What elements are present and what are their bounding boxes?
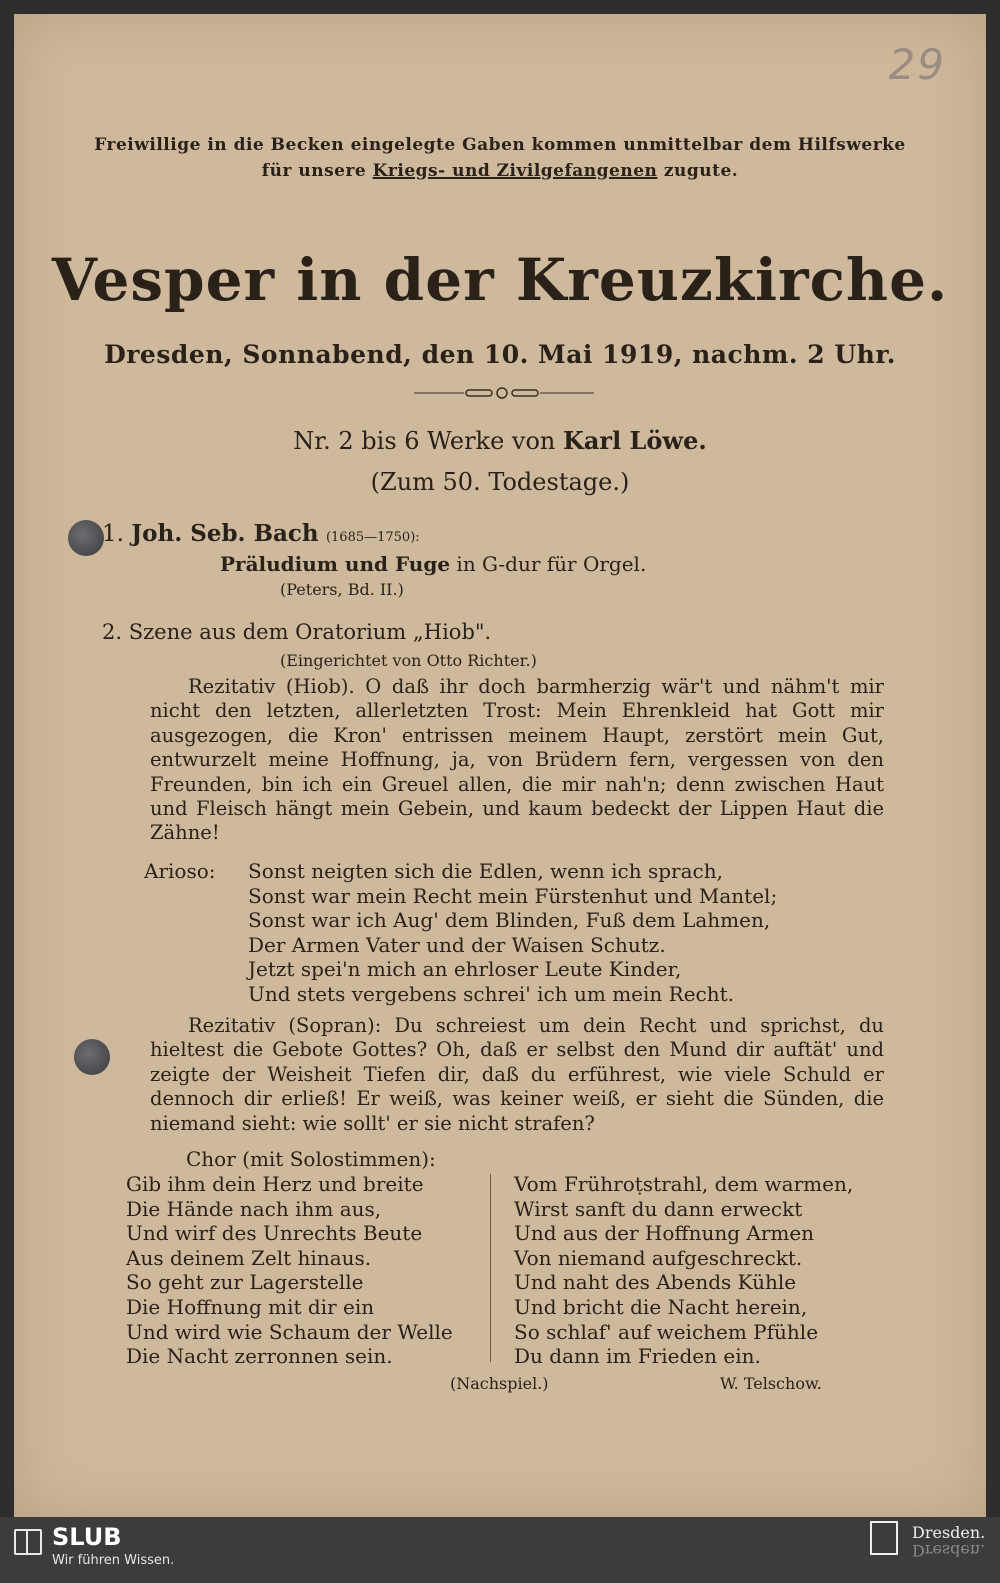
nachspiel: (Nachspiel.) <box>450 1374 549 1393</box>
chor-line: Von niemand aufgeschreckt. <box>514 1245 803 1270</box>
program-item-2: 2. Szene aus dem Oratorium „Hiob". <box>102 620 492 644</box>
works-pre: Nr. 2 bis 6 Werke von <box>293 427 564 455</box>
arioso-lines <box>248 859 777 1007</box>
notice-line-2-pre: für unsere <box>261 161 373 181</box>
rezitativ-hiob <box>150 675 884 846</box>
chor-line: Wirst sanft du dann erweckt <box>514 1196 803 1221</box>
item1-publisher: (Peters, Bd. II.) <box>280 580 404 599</box>
slub-logo[interactable]: SLUB <box>52 1523 122 1551</box>
arioso-line: Der Armen Vater und der Waisen Schutz. <box>248 932 666 957</box>
item1-work-rest: in G-dur für Orgel. <box>450 552 647 576</box>
chor-left-column <box>126 1172 453 1369</box>
item1-work-title: Präludium und Fuge <box>220 552 451 576</box>
dresden-logo-reflection: Dresden. <box>912 1541 986 1560</box>
ornament-divider <box>414 386 594 400</box>
item1-work <box>220 552 646 576</box>
notice-line-1: Freiwillige in die Becken eingelegte Gaben kommen unmittelbar dem Hilfswerke <box>94 135 906 155</box>
arioso-label: Arioso: <box>144 859 216 883</box>
chor-line: Und wird wie Schaum der Welle <box>126 1319 453 1344</box>
item2-arrangement: (Eingerichtet von Otto Richter.) <box>280 651 537 670</box>
rezitativ-hiob-text: Rezitativ (Hiob). O daß ihr doch barmherzig wär't und nähm't mir nicht den letzten, allerletzten Trost: Mein Ehrenkleid hat Gott mir ausgezogen, die Kron' entrissen meinem Haupt, zerstört mein Gut, entwurzelt meine Hoffnung, ja, von Brüdern fern, vergessen von den Freunden, bin ich ein Greuel allen, die mir nah'n; denn zwischen Haut und Fleisch hängt mein Gebein, und kaum bedeckt der Lippen Haut die Zähne! <box>150 675 884 845</box>
chor-line: Die Nacht zerronnen sein. <box>126 1344 393 1369</box>
item1-composer: Joh. Seb. Bach <box>131 520 319 547</box>
chor-line: Und naht des Abends Kühle <box>514 1270 797 1295</box>
footer-bar <box>0 1517 1000 1583</box>
pencil-mark: 29 <box>888 40 946 89</box>
arioso-line: Sonst war mein Recht mein Fürstenhut und Mantel; <box>248 883 778 908</box>
chor-line: Die Hände nach ihm aus, <box>126 1196 382 1221</box>
chor-line: Und wirf des Unrechts Beute <box>126 1221 423 1246</box>
arioso-line: Und stets vergebens schrei' ich um mein Recht. <box>248 981 735 1006</box>
slub-tagline: Wir führen Wissen. <box>52 1553 175 1568</box>
chor-right-column <box>514 1172 853 1369</box>
event-date: Dresden, Sonnabend, den 10. Mai 1919, nachm. 2 Uhr. <box>104 340 896 369</box>
notice-underlined: Kriegs- und Zivilgefangenen <box>372 161 658 181</box>
rezitativ-sopran-text: Rezitativ (Sopran): Du schreiest um dein Recht und sprichst, du hieltest die Gebote Gottes? Oh, daß er selbst den Mund dir auftät' und zeigte der Weisheit Tiefen dir, daß du erführest, wie viele Schuld er dennoch dir erließ! Er weiß, was keiner weiß, er sieht die Sünden, die niemand sieht: wie sollt' er sie nicht strafen? <box>150 1014 884 1135</box>
chor-line: Vom Frühroṭstrahl, dem warmen, <box>514 1172 854 1196</box>
program-item-1 <box>102 520 420 547</box>
works-composer: Karl Löwe. <box>563 426 707 455</box>
dresden-crest-icon <box>870 1521 898 1555</box>
chor-line: Und aus der Hoffnung Armen <box>514 1221 815 1246</box>
arioso-line: Sonst neigten sich die Edlen, wenn ich sprach, <box>248 859 723 883</box>
anniversary-line: (Zum 50. Todestage.) <box>370 468 630 496</box>
chor-line: Du dann im Frieden ein. <box>514 1344 761 1369</box>
arioso-line: Jetzt spei'n mich an ehrloser Leute Kinder, <box>248 957 682 982</box>
notice-line-2-post: zugute. <box>657 161 739 181</box>
page-title: Vesper in der Kreuzkirche. <box>51 246 949 314</box>
punch-hole-top <box>68 520 104 556</box>
chor-line: Die Hoffnung mit dir ein <box>126 1294 375 1319</box>
column-divider <box>490 1174 491 1362</box>
chor-line: So schlaf' auf weichem Pfühle <box>514 1319 819 1344</box>
item1-number: 1. <box>102 521 124 547</box>
item1-dates: (1685—1750): <box>325 530 420 545</box>
notice-line-2 <box>14 158 986 184</box>
document-page <box>14 14 986 1517</box>
chor-line: Und bricht die Nacht herein, <box>514 1294 808 1319</box>
rezitativ-sopran <box>150 1014 884 1136</box>
slub-book-icon <box>14 1529 42 1555</box>
dresden-logo[interactable]: Dresden. <box>912 1523 986 1542</box>
chor-line: So geht zur Lagerstelle <box>126 1270 364 1295</box>
works-line <box>14 426 986 455</box>
chor-line: Aus deinem Zelt hinaus. <box>126 1245 372 1270</box>
arioso-line: Sonst war ich Aug' dem Blinden, Fuß dem Lahmen, <box>248 908 771 933</box>
chor-label: Chor (mit Solostimmen): <box>186 1147 436 1171</box>
chor-line: Gib ihm dein Herz und breite <box>126 1172 424 1196</box>
donation-notice <box>14 132 986 184</box>
text-author: W. Telschow. <box>720 1374 822 1393</box>
punch-hole-bottom <box>74 1039 110 1075</box>
